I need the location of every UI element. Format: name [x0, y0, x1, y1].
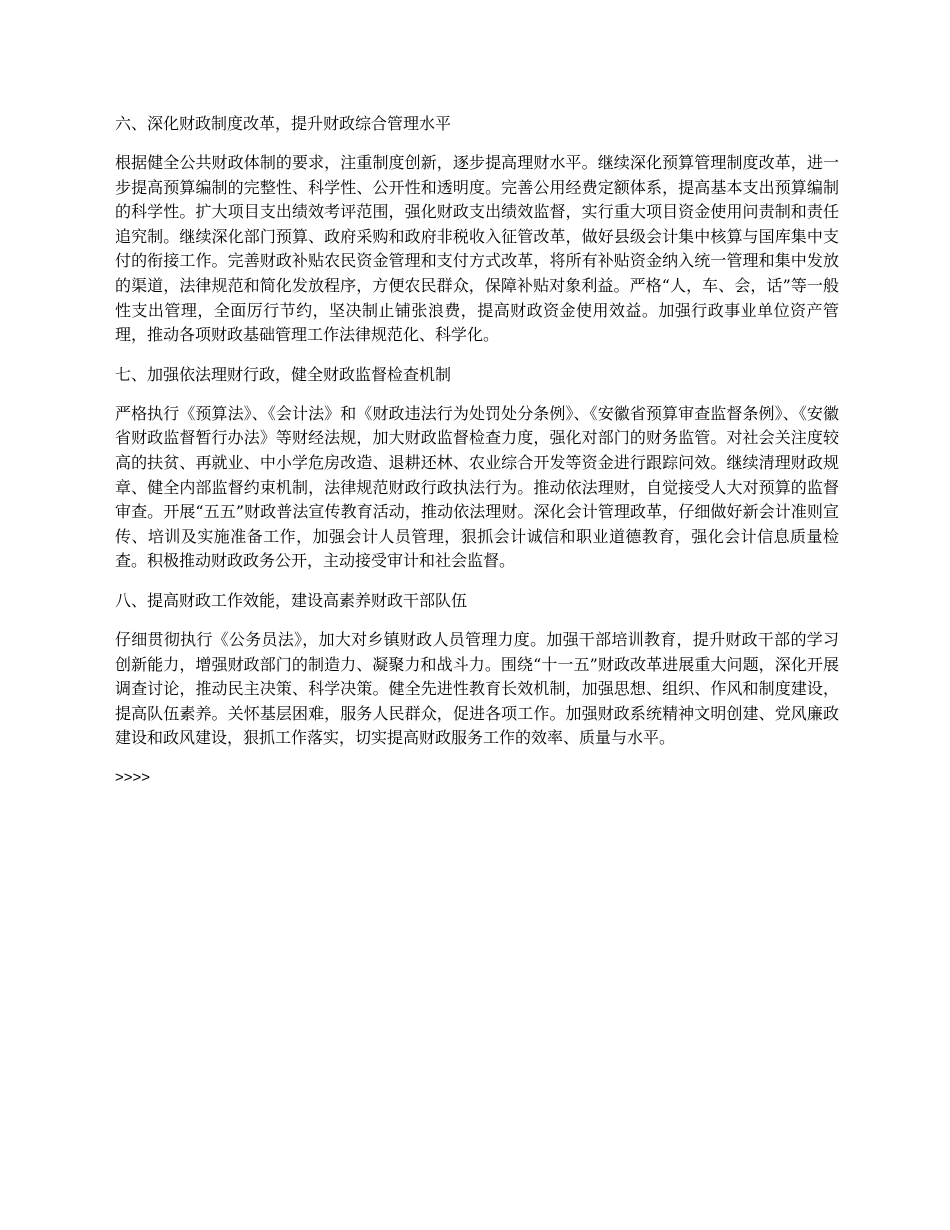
section-paragraph: 仔细贯彻执行《公务员法》，加大对乡镇财政人员管理力度。加强干部培训教育，提升财政干部的学习创新能力，增强财政部门的制造力、凝聚力和战斗力。围绕“十一五”财政改革进展重大问题，深化开展调查讨论，推动民主决策、科学决策。健全先进性教育长效机制，加强思想、组织、作风和制度建设，提高队伍素养。关怀基层困难，服务人民群众，促进各项工作。加强财政系统精神文明创建、党风廉政建设和政风建设，狠抓工作落实，切实提高财政服务工作的效率、质量与水平。: [115, 629, 839, 748]
section-6: [115, 112, 839, 348]
section-heading: 八、提高财政工作效能，建设高素养财政干部队伍: [115, 590, 468, 610]
section-8: [115, 589, 839, 751]
section-heading: 六、深化财政制度改革，提升财政综合管理水平: [115, 114, 452, 133]
section-7: [115, 363, 839, 574]
end-mark: >>>>: [115, 768, 151, 786]
section-paragraph: 根据健全公共财政体制的要求，注重制度创新，逐步提高理财水平。继续深化预算管理制度改革，进一步提高预算编制的完整性、科学性、公开性和透明度。完善公用经费定额体系，提高基本支出预算编制的科学性。扩大项目支出绩效考评范围，强化财政支出绩效监督，实行重大项目资金使用问责制和责任追究制。继续深化部门预算、政府采购和政府非税收入征管改革，做好县级会计集中核算与国库集中支付的衔接工作。完善财政补贴农民资金管理和支付方式改革，将所有补贴资金纳入统一管理和集中发放的渠道，法律规范和简化发放程序，方便农民群众，保障补贴对象利益。严格“人，车、会，话”等一般性支出管理，全面厉行节约，坚决制止铺张浪费，提高财政资金使用效益。加强行政事业单位资产管理，推动各项财政基础管理工作法律规范化、科学化。: [115, 153, 839, 345]
document-page: [115, 112, 839, 790]
section-paragraph: 严格执行《预算法》、《会计法》和《财政违法行为处罚处分条例》、《安徽省预算审查监督条例》、《安徽省财政监督暂行办法》等财经法规，加大财政监督检查力度，强化对部门的财务监管。对社会关注度较高的扶贫、再就业、中小学危房改造、退耕还林、农业综合开发等资金进行跟踪问效。继续清理财政规章、健全内部监督约束机制，法律规范财政行政执法行为。推动依法理财，自觉接受人大对预算的监督审查。开展“五五”财政普法宣传教育活动，推动依法理财。深化会计管理政革，仔细做好新会计准则宣传、培训及实施准备工作，加强会计人员管理，狠抓会计诚信和职业道德教育，强化会计信息质量检查。积极推动财政政务公开，主动接受审计和社会监督。: [115, 403, 839, 571]
section-heading: 七、加强依法理财行政，健全财政监督检查机制: [115, 364, 452, 384]
